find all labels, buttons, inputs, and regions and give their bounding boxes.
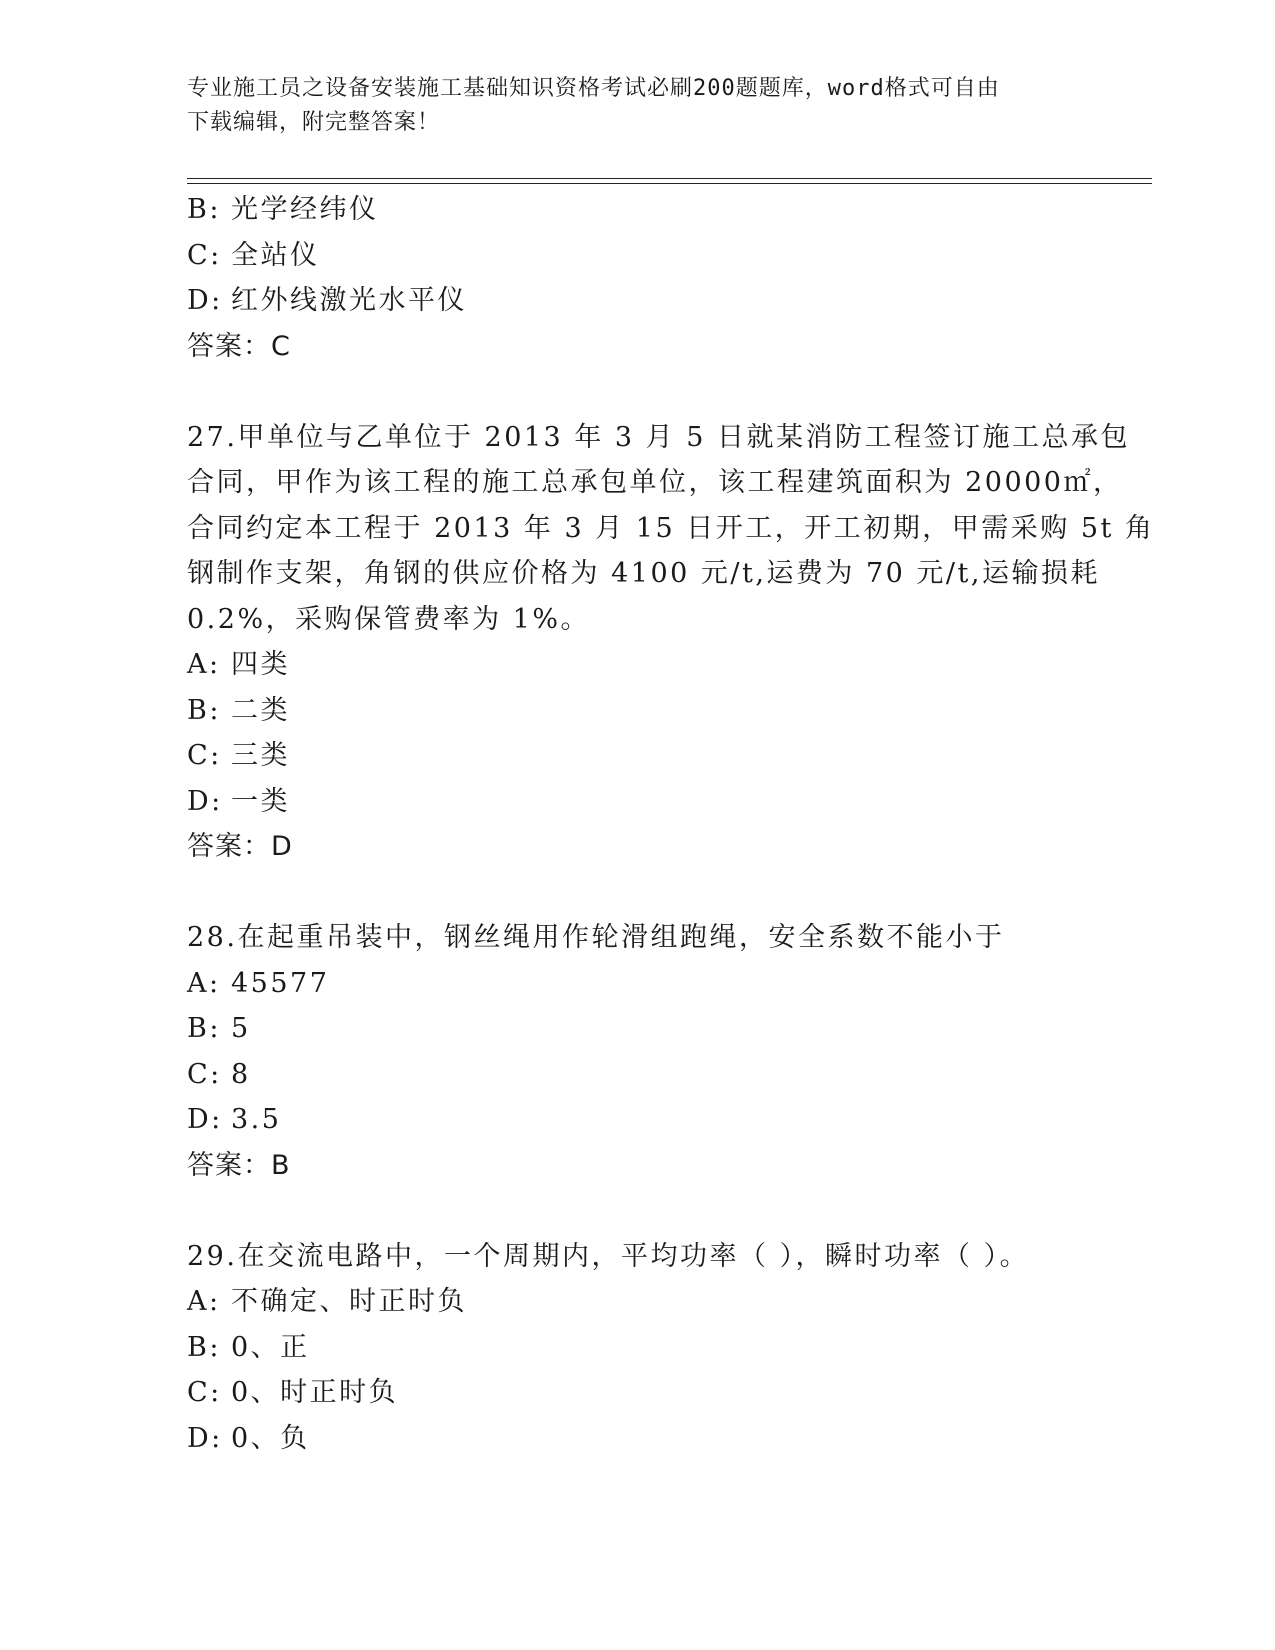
option-text: 3.5 (231, 1104, 282, 1135)
option-text: 0、正 (231, 1331, 310, 1363)
option-text: 三类 (231, 740, 290, 771)
option-text: 5 (231, 1013, 251, 1044)
document-header (187, 72, 1087, 140)
option-label: A: (187, 1286, 221, 1317)
option-b (187, 187, 1087, 233)
option-label: D: (187, 1104, 223, 1135)
spacer (187, 1188, 1087, 1234)
question-stem-line: 27.甲单位与乙单位于 2013 年 3 月 5 日就某消防工程签订施工总承包 (187, 421, 1131, 453)
option-label: B: (187, 1013, 221, 1044)
option-label: B: (187, 194, 221, 225)
option-a (187, 961, 1087, 1007)
answer-line: 答案：B (187, 1149, 291, 1181)
option-label: D: (187, 785, 223, 817)
question-stem-line: 29.在交流电路中，一个周期内，平均功率（ ），瞬时功率（ ）。 (187, 1240, 1030, 1272)
option-label: C: (187, 1377, 222, 1408)
question-stem-line: 合同约定本工程于 2013 年 3 月 15 日开工，开工初期，甲需采购 5t 角 (187, 512, 1155, 544)
option-d (187, 1097, 1087, 1143)
question-content (187, 187, 1155, 1461)
option-c (187, 1370, 1087, 1416)
option-label: A: (187, 967, 221, 999)
option-c (187, 233, 1087, 279)
spacer (187, 870, 1087, 916)
option-label: D: (187, 1422, 223, 1454)
option-text: 二类 (231, 694, 290, 726)
option-label: C: (187, 1058, 222, 1090)
header-rule-top (187, 178, 1152, 179)
option-label: B: (187, 694, 221, 726)
option-d (187, 278, 1087, 324)
spacer (187, 369, 1087, 415)
option-a (187, 1279, 1087, 1325)
option-c (187, 1052, 1087, 1098)
question-stem-line: 0.2%，采购保管费率为 1%。 (187, 603, 591, 635)
question-27 (187, 415, 1155, 870)
question-stem-line: 28.在起重吊装中，钢丝绳用作轮滑组跑绳，安全系数不能小于 (187, 922, 1005, 953)
option-c (187, 733, 1087, 779)
option-label: C: (187, 740, 222, 771)
option-text: 0、时正时负 (231, 1377, 399, 1408)
question-stem-line: 合同，甲作为该工程的施工总承包单位，该工程建筑面积为 20000㎡， (187, 467, 1123, 498)
option-text: 红外线激光水平仪 (231, 285, 467, 316)
option-b (187, 688, 1087, 734)
option-text: 光学经纬仪 (231, 194, 379, 225)
option-text: 一类 (231, 785, 290, 817)
option-label: C: (187, 239, 222, 271)
header-rule-bottom (187, 183, 1152, 184)
option-d (187, 1416, 1087, 1462)
option-label: A: (187, 649, 221, 680)
option-text: 四类 (231, 649, 290, 680)
option-b (187, 1006, 1087, 1052)
question-28 (187, 915, 1087, 1188)
option-label: D: (187, 285, 223, 316)
option-text: 8 (231, 1058, 251, 1090)
prev-question-block (187, 187, 1087, 369)
answer-line: 答案：D (187, 831, 293, 862)
option-text: 不确定、时正时负 (231, 1286, 467, 1317)
option-a (187, 642, 1087, 688)
question-29 (187, 1234, 1087, 1462)
option-text: 0、负 (231, 1422, 310, 1454)
option-d (187, 779, 1087, 825)
option-label: B: (187, 1331, 221, 1363)
question-stem-line: 钢制作支架，角钢的供应价格为 4100 元/t,运费为 70 元/t,运输损耗 (187, 558, 1100, 589)
option-text: 全站仪 (231, 239, 320, 271)
option-text: 45577 (231, 967, 330, 999)
header-line-1: 专业施工员之设备安装施工基础知识资格考试必刷200题题库，word格式可自由 (187, 76, 1000, 101)
header-line-2: 下载编辑，附完整答案！ (187, 110, 441, 135)
option-b (187, 1325, 1087, 1371)
answer-line: 答案：C (187, 330, 291, 362)
